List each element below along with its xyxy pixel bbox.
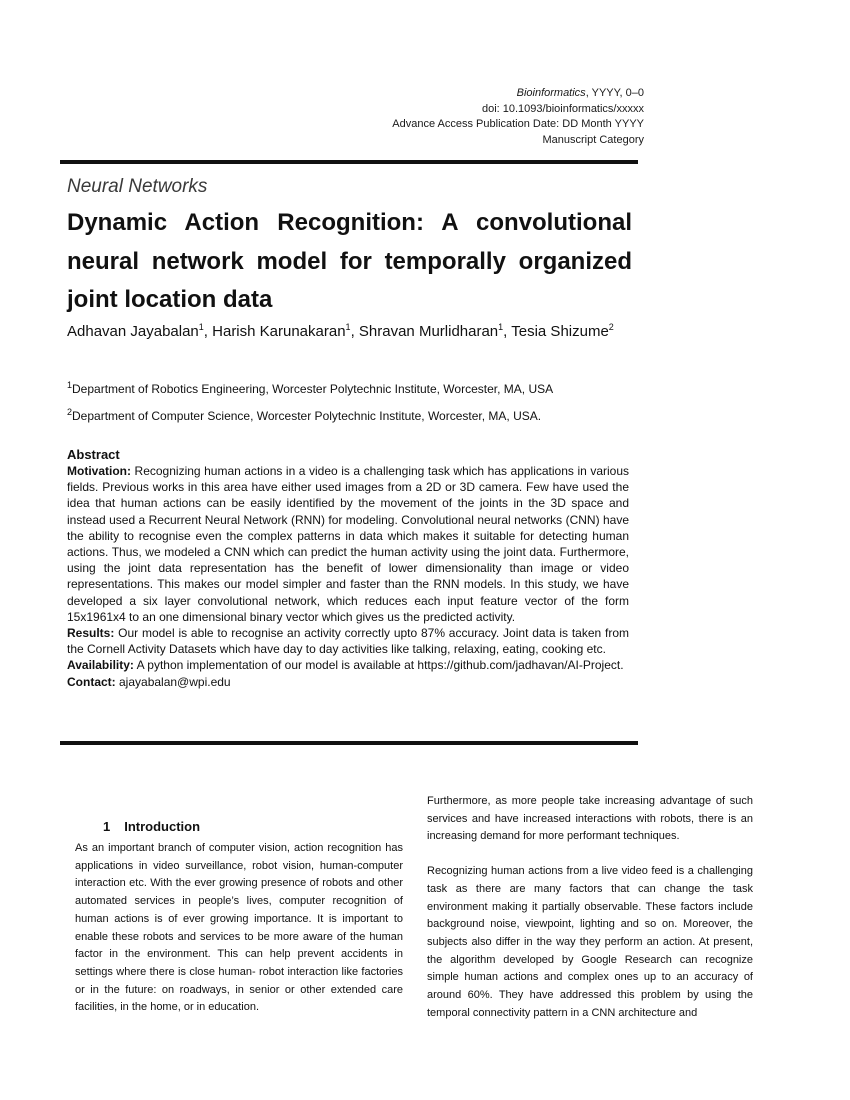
section-number: 1: [103, 819, 111, 834]
journal-name: Bioinformatics: [516, 87, 586, 99]
author-list: [67, 320, 632, 344]
left-column: [75, 818, 403, 1017]
affiliation-text: Department of Robotics Engineering, Worcester Polytechnic Institute, Worcester, MA, USA: [72, 382, 554, 396]
contact-label: Contact:: [67, 674, 116, 689]
author-separator: ,: [203, 323, 213, 340]
manuscript-category: Manuscript Category: [542, 133, 644, 146]
section-heading: [103, 818, 403, 836]
journal-year-pages: , YYYY, 0–0: [585, 87, 644, 99]
author-affiliation-mark: 1: [345, 322, 351, 332]
intro-paragraph-2: Furthermore, as more people take increasing advantage of such services and have increased interactions with robots, there is an increasing demand for more performant techniques.: [427, 795, 753, 843]
intro-paragraph-1: As an important branch of computer vision, action recognition has applications in video surveillance, robot vision, human-computer interaction etc. With the ever growing presence of robots and other automated services in people’s lives, computer recognition of human actions is of ever growing importance. It is important to enable these robots and services to be more aware of the human factor in the environment. This can help prevent accidents in settings where there is close human- robot interaction like factories or in the future: on roadways, in senior or other extended care facilities, in the home, or in education.: [75, 842, 403, 1014]
author-affiliation-mark: 2: [608, 322, 614, 332]
author-affiliation-mark: 1: [498, 322, 504, 332]
author-name: Tesia Shizume: [511, 323, 609, 340]
author-affiliation-mark: 1: [198, 322, 204, 332]
right-column: [427, 793, 753, 1022]
paper-title: Dynamic Action Recognition: A convolutional neural network model for temporally organized joint location data: [67, 209, 632, 313]
paper-category: Neural Networks: [67, 176, 208, 197]
abstract-contact: [67, 674, 629, 690]
author-separator: ,: [350, 323, 359, 340]
motivation-label: Motivation:: [67, 464, 131, 478]
doi: doi: 10.1093/bioinformatics/xxxxx: [481, 102, 644, 115]
bottom-rule: [60, 741, 638, 745]
author-name: Adhavan Jayabalan: [67, 323, 199, 340]
availability-text: A python implementation of our model is available at https://github.com/jadhavan/AI-Project.: [133, 658, 624, 673]
affiliation-mark: 1: [67, 380, 73, 390]
results-text: Our model is able to recognise an activity correctly upto 87% accuracy. Joint data is taken from the Cornell Activity Datasets which have day to day activities like talking, relaxing, eating, cooking etc.: [67, 626, 629, 657]
journal-line: [392, 86, 644, 102]
publication-date: Advance Access Publication Date: DD Month YYYY: [392, 118, 644, 130]
availability-label: Availability:: [67, 658, 134, 673]
abstract-body: [67, 463, 629, 690]
abstract-results: [67, 625, 629, 657]
intro-paragraph-3: Recognizing human actions from a live video feed is a challenging task as there are many factors that can change the task environment making it partially observable. These factors include background noise, viewpoint, lighting and so on. Moreover, the subjects also differ in the way they perform an action. At present, the algorithm developed by Google Research can recognize simple human actions and complex ones up to an accuracy of around 60%. They have addressed this problem by using the temporal connectivity pattern in a CNN architecture and: [427, 865, 753, 1019]
abstract-motivation: [67, 463, 629, 625]
journal-header: [392, 86, 644, 148]
top-rule: [60, 160, 638, 164]
abstract-availability: [67, 657, 629, 673]
author-name: Shravan Murlidharan: [358, 323, 499, 340]
motivation-text: Recognizing human actions in a video is a challenging task which has applications in various fields. Previous works in this area have either used images from a 2D or 3D camera. Few have used the idea that human actions can be easily identified by the movement of the joints in the 3D space and instead used a Recurrent Neural Network (RNN) for modeling. Convolutional neural networks (CNN) have the ability to recognise even the complex patterns in data which makes it suitable for detecting human actions. Thus, we modeled a CNN which can predict the human activity using the joint data. Furthermore, using the joint data representation has the benefit of lower dimensionality than image or video representations. This makes our model simpler and faster than the RNN models. In this study, we have developed a six layer convolutional network, which reduces each input feature vector of the form 15x1961x4 to an one dimensional binary vector which gives us the predicted activity.: [67, 464, 629, 624]
affiliation-1: [67, 382, 553, 396]
contact-text: ajayabalan@wpi.edu: [115, 674, 231, 689]
affiliation-text: Department of Computer Science, Worcester Polytechnic Institute, Worcester, MA, USA.: [72, 409, 542, 423]
author-separator: ,: [503, 323, 512, 340]
author-name: Harish Karunakaran: [212, 323, 346, 340]
affiliation-2: [67, 409, 541, 423]
abstract-heading: Abstract: [67, 447, 120, 462]
results-label: Results:: [67, 626, 115, 641]
section-title: Introduction: [124, 819, 201, 834]
affiliation-mark: 2: [67, 407, 73, 417]
